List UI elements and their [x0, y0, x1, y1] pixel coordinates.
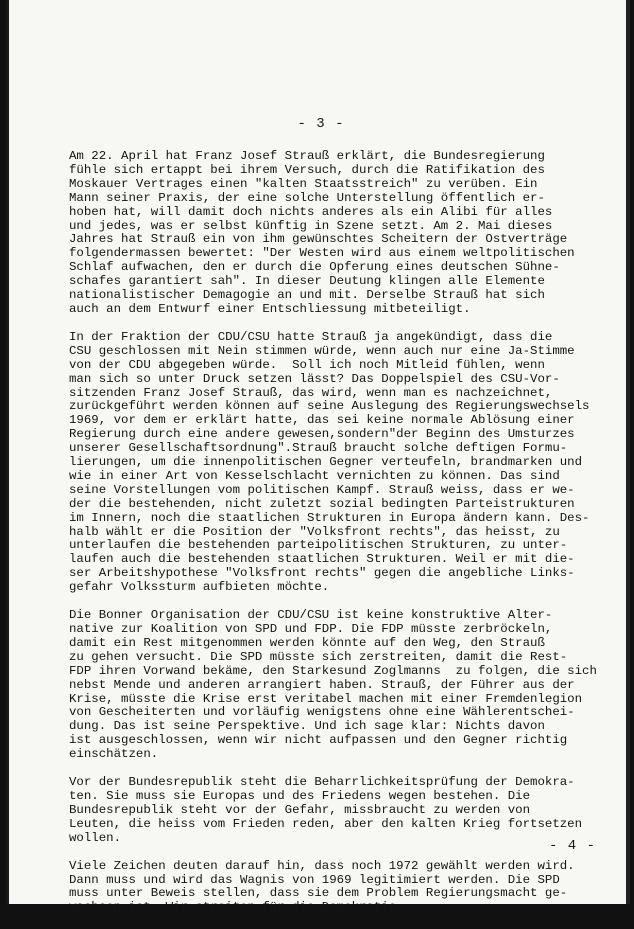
text-line: von Gescheiterten und vorläufig wenigstens ohne eine Wählerentschei-: [69, 705, 575, 720]
text-line: seine Vorstellungen vom politischen Kampf. Strauß weiss, dass er we-: [69, 482, 575, 497]
text-line: der die bestehenden, nicht zuletzt sozial bedingten Parteistrukturen: [69, 496, 575, 511]
text-line: Viele Zeichen deuten darauf hin, dass noch 1972 gewählt werden wird.: [69, 858, 575, 873]
text-line: ser Arbeitshypothese "Volksfront rechts" gegen die angebliche Links-: [69, 566, 575, 581]
page-number: - 3 -: [297, 116, 345, 132]
text-line: Krise, müsste die Krise erst veritabel machen mit einer Fremdenlegion: [69, 691, 583, 706]
text-line: sitzenden Franz Josef Strauß, das wird, wenn man es nachzeichnet,: [69, 385, 553, 400]
text-line: man sich so unter Druck setzen lässt? Das Doppelspiel des CSU-Vor-: [69, 371, 560, 386]
text-line: unserer Gesellschaftsordnung".Strauß braucht solche deftigen Formu-: [69, 441, 568, 456]
text-line: zu gehen versucht. Die SPD müsste sich zerstreiten, damit die Rest-: [69, 649, 568, 664]
text-line: nationalistischer Demagogie an und mit. Derselbe Strauß hat sich: [69, 288, 545, 303]
paragraph-5: [69, 860, 609, 916]
text-line: Bundesrepublik steht vor der Gefahr, missbraucht zu werden von: [69, 802, 531, 817]
text-line: dung. Das ist seine Perspektive. Und ich sage klar: Nichts davon: [69, 719, 545, 734]
text-line: Mann seiner Praxis, der eine solche Unterstellung öffentlich er-: [69, 190, 545, 205]
body-text: [69, 150, 609, 929]
text-line: Regierung durch eine andere gewesen,sondern"der Beginn des Umsturzes: [69, 427, 575, 442]
text-line: wie in einer Art von Kesselschlacht vernichten zu können. Das sind: [69, 468, 560, 483]
next-page-marker: - 4 -: [549, 838, 597, 854]
text-line: schafes garantiert sah". In dieser Deutung klingen alle Elemente: [69, 274, 545, 289]
text-line: wollen.: [69, 830, 122, 845]
text-line: CSU geschlossen mit Nein stimmen würde, wenn auch nur eine Ja-Stimme: [69, 343, 575, 358]
text-line: wachsen ist. Wir streiten für die Demokratie.: [69, 900, 404, 915]
text-line: hoben hat, will damit doch nichts anderes als ein Alibi für alles: [69, 204, 553, 219]
scan-edge: [626, 0, 630, 904]
text-line: von der CDU abgegeben würde. Soll ich noch Mitleid fühlen, wenn: [69, 357, 545, 372]
document-page: [6, 0, 630, 915]
text-line: unterlaufen die bestehenden parteipolitischen Strukturen, zu unter-: [69, 538, 568, 553]
paragraph-1: [69, 150, 609, 317]
text-line: Moskauer Vertrages einen "kalten Staatsstreich" zu verüben. Ein: [69, 176, 538, 191]
text-line: FDP ihren Vorwand bekäme, den Starkesund Zoglmanns zu folgen, die sich: [69, 663, 597, 678]
text-line: nebst Mende und anderen arrangiert haben. Strauß, der Führer aus der: [69, 677, 575, 692]
text-line: fühle sich ertappt bei ihrem Versuch, durch die Ratifikation des: [69, 162, 545, 177]
text-line: ist ausgeschlossen, wenn wir nicht aufpassen und den Gegner richtig: [69, 733, 568, 748]
text-line: ten. Sie muss sie Europas und des Friedens wegen bestehen. Die: [69, 788, 531, 803]
paragraph-4: [69, 776, 609, 846]
paragraph-3: [69, 609, 609, 762]
text-line: damit ein Rest mitgenommen werden könnte auf den Weg, den Strauß: [69, 635, 545, 650]
text-line: Am 22. April hat Franz Josef Strauß erklärt, die Bundesregierung: [69, 149, 545, 163]
text-line: In der Fraktion der CDU/CSU hatte Strauß ja angekündigt, dass die: [69, 329, 553, 344]
text-line: halb wählt er die Position der "Volksfront rechts", das heisst, zu: [69, 524, 560, 539]
text-line: auch an dem Entwurf einer Entschliessung mitbeteiligt.: [69, 301, 471, 316]
text-line: lierungen, um die innenpolitischen Gegner verteufeln, brandmarken und: [69, 455, 583, 470]
text-line: Dann muss und wird das Wagnis von 1969 legitimiert werden. Die SPD: [69, 872, 560, 887]
text-line: einschätzen.: [69, 747, 159, 762]
text-line: gefahr Volkssturm aufbieten möchte.: [69, 580, 330, 595]
text-line: Leuten, die heiss vom Frieden reden, aber den kalten Krieg fortsetzen: [69, 816, 583, 831]
text-line: 1969, vor dem er erklärt hatte, das sei keine normale Ablösung einer: [69, 413, 575, 428]
text-line: im Innern, noch die staatlichen Strukturen in Europa ändern kann. Des-: [69, 510, 590, 525]
text-line: und jedes, was er selbst künftig in Szene setzt. Am 2. Mai dieses: [69, 218, 553, 233]
text-line: laufen auch die bestehenden staatlichen Strukturen. Weil er mit die-: [69, 552, 575, 567]
text-line: zurückgeführt werden können auf seine Auslegung des Regierungswechsels: [69, 399, 590, 414]
text-line: Schlaf aufwachen, den er durch die Opferung eines deutschen Sühne-: [69, 260, 560, 275]
text-line: Die Bonner Organisation der CDU/CSU ist keine konstruktive Alter-: [69, 608, 553, 623]
paragraph-2: [69, 331, 609, 595]
text-line: folgendermassen bewertet: "Der Westen wird aus einem weltpolitischen: [69, 246, 575, 261]
text-line: Vor der Bundesrepublik steht die Beharrlichkeitsprüfung der Demokra-: [69, 775, 575, 790]
text-line: native zur Koalition von SPD und FDP. Die FDP müsste zerbröckeln,: [69, 622, 553, 636]
text-line: Jahres hat Strauß ein von ihm gewünschtes Scheitern der Ostverträge: [69, 232, 568, 247]
text-line: muss unter Beweis stellen, dass sie dem Problem Regierungsmacht ge-: [69, 886, 568, 901]
